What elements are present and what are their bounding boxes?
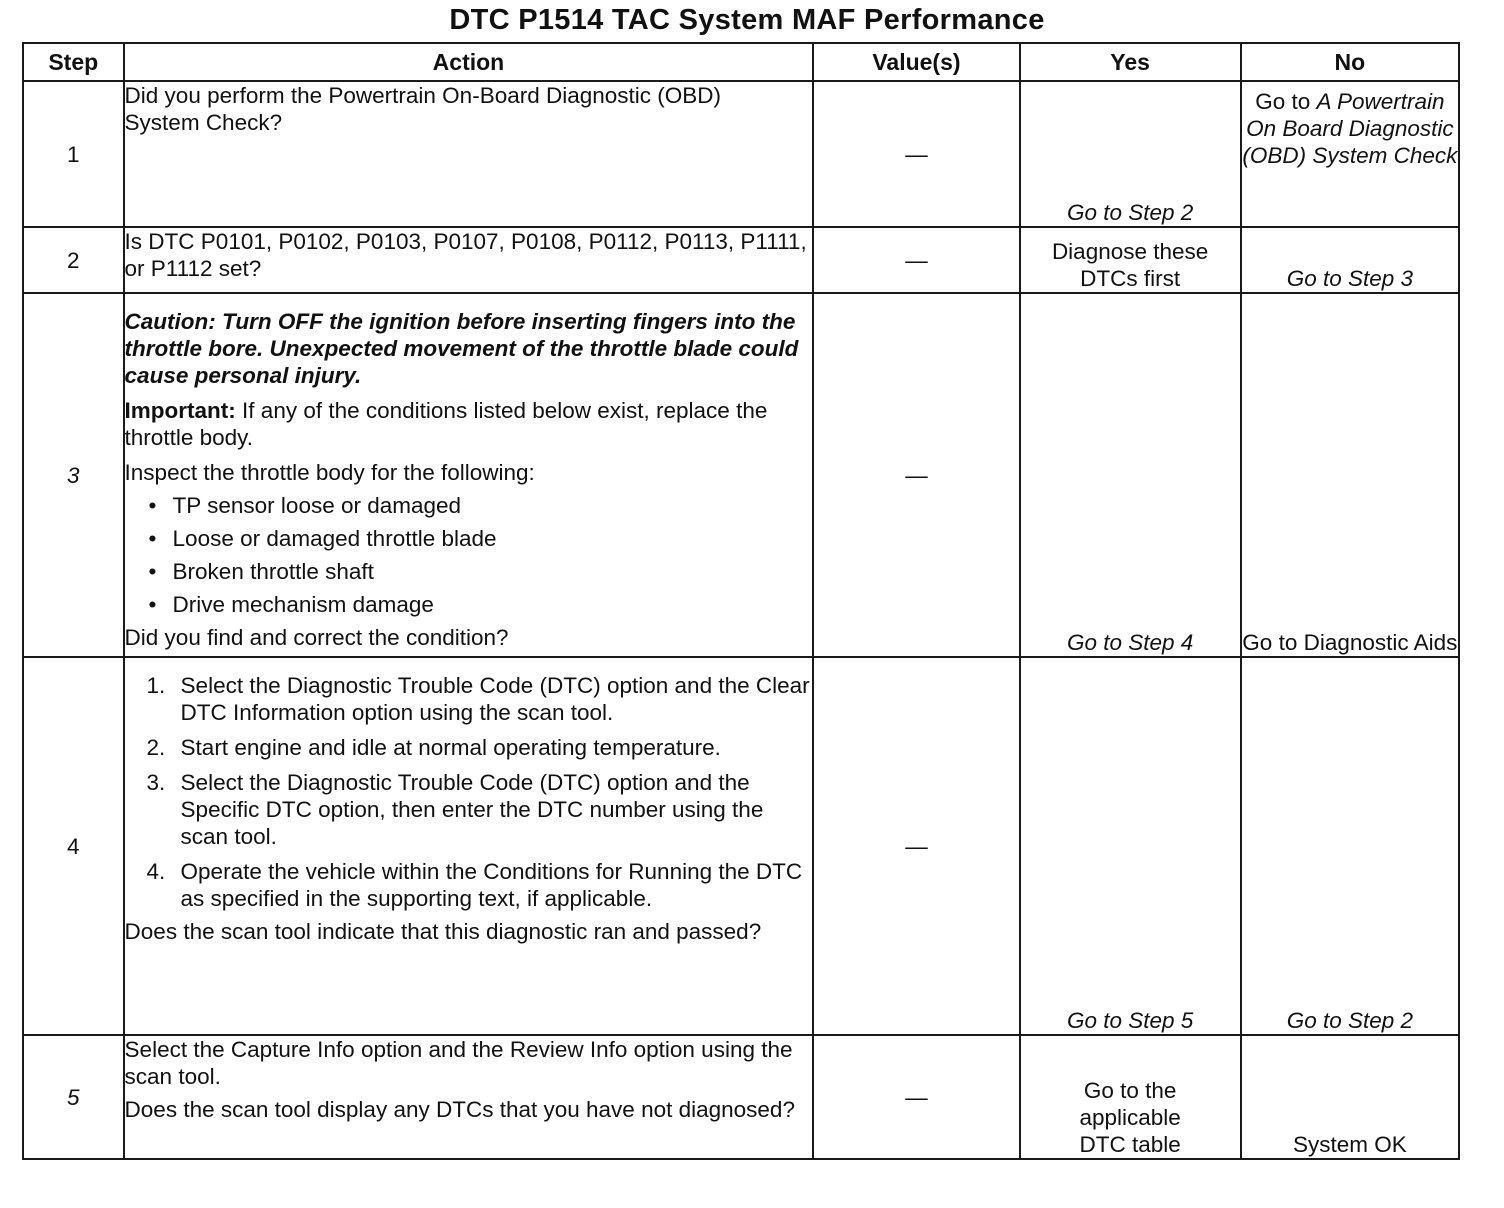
no-prefix: Go to: [1255, 89, 1317, 114]
list-text: Select the Diagnostic Trouble Code (DTC) option and the Clear DTC Information option using the scan tool.: [180, 673, 810, 725]
list-item: [125, 734, 813, 761]
procedure-list: [125, 672, 813, 912]
yes-cell: Diagnose these DTCs first: [1020, 227, 1241, 293]
no-cell: [1241, 81, 1459, 227]
yes-cell: Go to the applicable DTC table: [1020, 1035, 1241, 1159]
important-text: If any of the conditions listed below exist, replace the throttle body.: [124, 398, 768, 450]
action-question: Does the scan tool indicate that this diagnostic ran and passed?: [124, 919, 762, 944]
yes-cell: Go to Step 2: [1020, 81, 1241, 227]
header-values: Value(s): [813, 43, 1019, 81]
table-row: [23, 81, 1459, 227]
no-cell: Go to Diagnostic Aids: [1241, 293, 1459, 657]
header-action: Action: [124, 43, 814, 81]
action-cell: [124, 227, 814, 293]
yes-cell: Go to Step 4: [1020, 293, 1241, 657]
step-number: 5: [23, 1035, 124, 1159]
header-no: No: [1241, 43, 1459, 81]
value-cell: —: [813, 293, 1019, 657]
header-yes: Yes: [1020, 43, 1241, 81]
inspect-list: [125, 492, 813, 618]
step-number: 2: [23, 227, 124, 293]
no-cell: Go to Step 3: [1241, 227, 1459, 293]
page-title: DTC P1514 TAC System MAF Performance: [449, 4, 1045, 36]
table-row: [23, 657, 1459, 1035]
list-number: 4.: [146, 859, 166, 884]
list-item: [125, 672, 813, 726]
table-row: [23, 1035, 1459, 1159]
caution-text: Caution: Turn OFF the ignition before inserting fingers into the throttle bore. Unexpected movement of the throttle blade could cause personal injury.: [124, 309, 799, 388]
yes-cell: Go to Step 5: [1020, 657, 1241, 1035]
action-cell: [124, 1035, 814, 1159]
action-instruction: Select the Capture Info option and the Review Info option using the scan tool.: [124, 1037, 793, 1089]
diagnostic-table: [22, 42, 1460, 1160]
list-item: [125, 769, 813, 850]
list-item: • Drive mechanism damage: [125, 591, 813, 618]
list-number: 3.: [146, 770, 166, 795]
action-cell: [124, 81, 814, 227]
action-question: Did you perform the Powertrain On-Board Diagnostic (OBD) System Check?: [124, 83, 722, 135]
important-label: Important:: [124, 398, 236, 423]
step-number: 4: [23, 657, 124, 1035]
inspect-intro: Inspect the throttle body for the following:: [124, 460, 535, 485]
table-row: [23, 293, 1459, 657]
list-item: • Loose or damaged throttle blade: [125, 525, 813, 552]
action-question: Does the scan tool display any DTCs that you have not diagnosed?: [124, 1097, 795, 1122]
value-cell: —: [813, 81, 1019, 227]
header-step: Step: [23, 43, 124, 81]
value-cell: —: [813, 1035, 1019, 1159]
action-cell: [124, 293, 814, 657]
list-number: 1.: [146, 673, 166, 698]
list-text: Select the Diagnostic Trouble Code (DTC) option and the Specific DTC option, then enter the DTC number using the scan tool.: [180, 770, 764, 849]
list-number: 2.: [146, 735, 166, 760]
header-row: [23, 43, 1459, 81]
important-note: [125, 397, 813, 451]
action-question: Is DTC P0101, P0102, P0103, P0107, P0108, P0112, P0113, P1111, or P1112 set?: [124, 229, 807, 281]
table-row: [23, 227, 1459, 293]
no-cell: Go to Step 2: [1241, 657, 1459, 1035]
list-text: Operate the vehicle within the Conditions for Running the DTC as specified in the supporting text, if applicable.: [180, 859, 803, 911]
value-cell: —: [813, 227, 1019, 293]
step-number: 1: [23, 81, 124, 227]
action-cell: [124, 657, 814, 1035]
list-item: • TP sensor loose or damaged: [125, 492, 813, 519]
no-reference: A Powertrain On Board Diagnostic (OBD) System Check: [1242, 89, 1458, 168]
list-text: Start engine and idle at normal operating temperature.: [180, 735, 721, 760]
list-item: • Broken throttle shaft: [125, 558, 813, 585]
value-cell: —: [813, 657, 1019, 1035]
action-question: Did you find and correct the condition?: [124, 625, 509, 650]
no-cell: System OK: [1241, 1035, 1459, 1159]
list-item: [125, 858, 813, 912]
step-number: 3: [23, 293, 124, 657]
